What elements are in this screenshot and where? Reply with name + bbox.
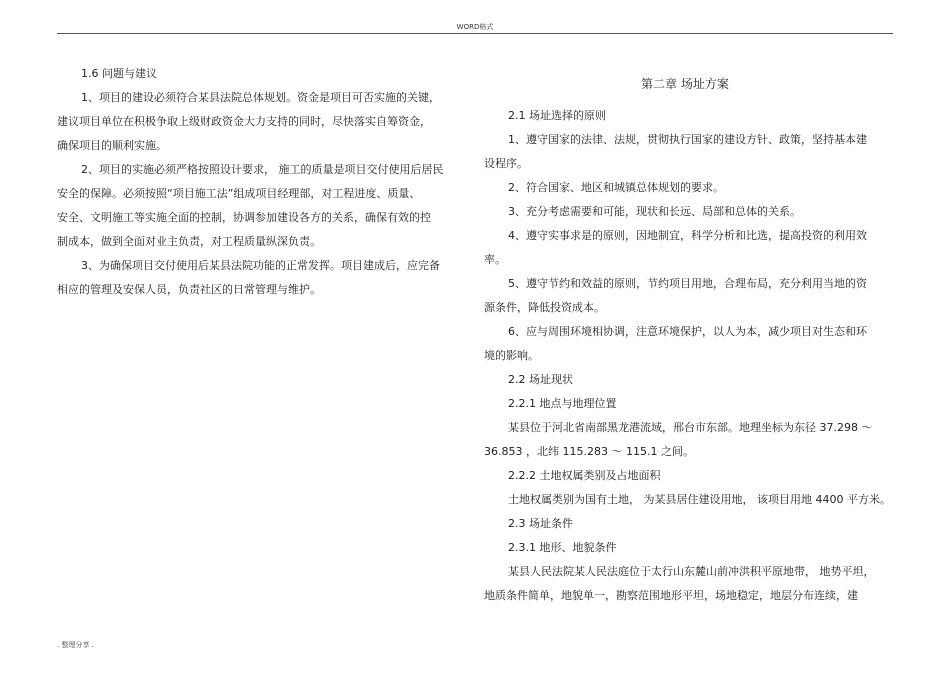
section-heading: 2.1 场址选择的原则 xyxy=(508,109,606,122)
paragraph-line: 安全、文明施工等实施全面的控制，协调参加建设各方的关系，确保有效的控 xyxy=(57,211,431,224)
paragraph-line: 6、应与周围环境相协调，注意环境保护，以人为本，减少项目对生态和环 xyxy=(508,325,867,338)
paragraph-line: 36.853 ，北纬 115.283 ～ 115.1 之间。 xyxy=(484,445,694,458)
header-divider xyxy=(57,33,893,34)
paragraph-line: 确保项目的顺利实施。 xyxy=(57,139,167,152)
paragraph-line: 1、项目的建设必须符合某县法院总体规划。资金是项目可否实施的关键， xyxy=(81,91,440,104)
paragraph-line: 源条件，降低投资成本。 xyxy=(484,301,605,314)
page-header: WORD格式 xyxy=(456,23,494,31)
paragraph-line: 4、遵守实事求是的原则，因地制宜，科学分析和比选，提高投资的利用效 xyxy=(508,229,867,242)
subsection-heading: 2.2.1 地点与地理位置 xyxy=(508,397,617,410)
paragraph-line: 制成本，做到全面对业主负责，对工程质量纵深负责。 xyxy=(57,235,321,248)
chapter-title: 第二章 场址方案 xyxy=(641,77,729,91)
section-heading: 2.3 场址条件 xyxy=(508,517,573,530)
paragraph-line: 安全的保障。必须按照“项目施工法”组成项目经理部，对工程进度、质量、 xyxy=(57,187,421,200)
paragraph-line: 1、遵守国家的法律、法规，贯彻执行国家的建设方针、政策，坚持基本建 xyxy=(508,133,867,146)
paragraph-line: 境的影响。 xyxy=(484,349,539,362)
page-footer: . 整理分享 . xyxy=(57,641,94,649)
paragraph-line: 某县人民法院某人民法庭位于太行山东麓山前冲洪积平原地带， 地势平坦， xyxy=(508,565,875,578)
paragraph-line: 地质条件简单，地貌单一，勘察范围地形平坦，场地稳定，地层分布连续，建 xyxy=(484,589,858,602)
paragraph-line: 相应的管理及安保人员，负责社区的日常管理与维护。 xyxy=(57,283,321,296)
paragraph-line: 某县位于河北省南部黑龙港流域，邢台市东部。地理坐标为东径 37.298 ～ xyxy=(508,421,873,434)
subsection-heading: 2.3.1 地形、地貌条件 xyxy=(508,541,617,554)
paragraph-line: 2、符合国家、地区和城镇总体规划的要求。 xyxy=(508,181,724,194)
paragraph-line: 3、充分考虑需要和可能，现状和长远、局部和总体的关系。 xyxy=(508,205,801,218)
subsection-heading: 2.2.2 土地权属类别及占地面积 xyxy=(508,469,661,482)
paragraph-line: 建议项目单位在积极争取上级财政资金大力支持的同时，尽快落实自筹资金， xyxy=(57,115,431,128)
paragraph-line: 2、项目的实施必须严格按照设计要求， 施工的质量是项目交付使用后居民 xyxy=(81,163,444,176)
section-heading: 2.2 场址现状 xyxy=(508,373,573,386)
paragraph-line: 设程序。 xyxy=(484,157,528,170)
paragraph-line: 土地权属类别为国有土地， 为某县居住建设用地， 该项目用地 4400 平方米。 xyxy=(508,493,891,506)
section-heading: 1.6 问题与建议 xyxy=(81,67,157,80)
paragraph-line: 率。 xyxy=(484,253,506,266)
paragraph-line: 5、遵守节约和效益的原则，节约项目用地，合理布局，充分利用当地的资 xyxy=(508,277,867,290)
paragraph-line: 3、为确保项目交付使用后某县法院功能的正常发挥。项目建成后，应完备 xyxy=(81,259,440,272)
